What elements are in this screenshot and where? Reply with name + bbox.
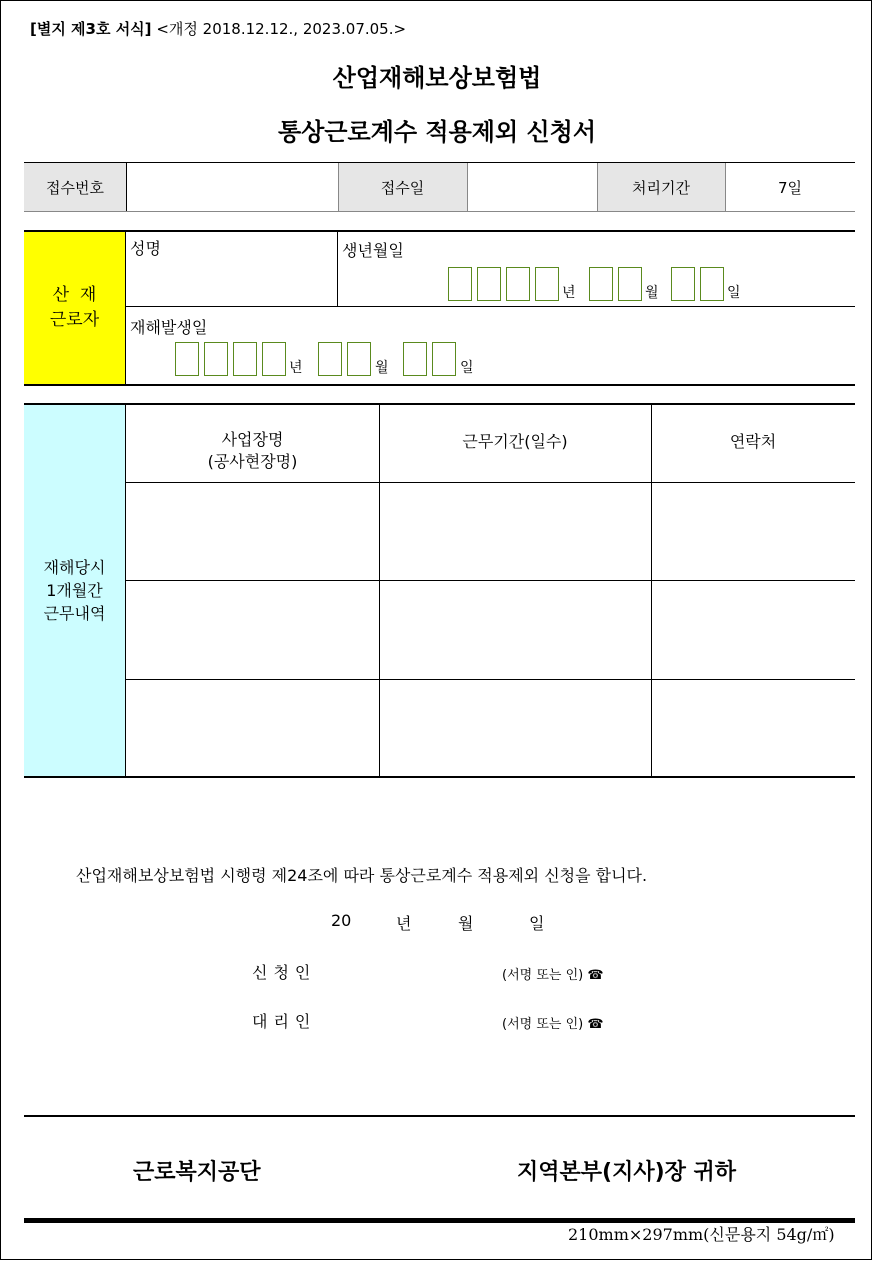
birth-year-unit: 년 xyxy=(562,285,576,301)
receipt-no-field[interactable] xyxy=(126,163,338,211)
row2-contact[interactable] xyxy=(652,581,855,679)
agent-sign-area[interactable] xyxy=(502,1013,604,1032)
processing-period-label: 처리기간 xyxy=(597,163,725,211)
accident-day-box-2[interactable] xyxy=(432,342,456,376)
form-header xyxy=(30,18,406,39)
birth-day-box-2[interactable] xyxy=(700,267,724,301)
col-header-contact: 연락처 xyxy=(729,432,777,451)
work-history-table xyxy=(24,403,855,778)
birth-day-unit: 일 xyxy=(727,285,741,301)
birth-year-box-4[interactable] xyxy=(535,267,559,301)
history-label-line3: 근무내역 xyxy=(43,604,106,623)
date-day-unit: 일 xyxy=(529,914,545,933)
row2-workplace[interactable] xyxy=(127,581,379,679)
applicant-label: 신청인 xyxy=(252,963,317,982)
birth-year-box-1[interactable] xyxy=(448,267,472,301)
agent-sign-note: (서명 또는 인) xyxy=(502,1017,584,1032)
phone-icon: ☎ xyxy=(587,1017,604,1032)
worker-label-line2: 근로자 xyxy=(49,310,100,330)
form-number: [별지 제3호 서식] xyxy=(30,20,152,38)
accident-day-box-1[interactable] xyxy=(403,342,427,376)
accident-month-unit: 월 xyxy=(375,360,389,376)
applicant-sign-area[interactable] xyxy=(502,964,604,983)
application-statement: 산업재해보상보험법 시행령 제24조에 따라 통상근로계수 적용제외 신청을 합니다. xyxy=(76,866,648,885)
processing-period-value: 7일 xyxy=(777,178,803,197)
birth-month-box-1[interactable] xyxy=(589,267,613,301)
accident-year-box-3[interactable] xyxy=(233,342,257,376)
date-year-prefix: 20 xyxy=(331,911,352,930)
receipt-date-label: 접수일 xyxy=(338,163,467,211)
col-header-workplace xyxy=(126,429,379,473)
row3-period[interactable] xyxy=(380,680,651,776)
recipient-office: 지역본부(지사)장 귀하 xyxy=(517,1160,737,1185)
birth-day-box-1[interactable] xyxy=(671,267,695,301)
date-year-unit: 년 xyxy=(396,914,412,933)
accident-year-box-2[interactable] xyxy=(204,342,228,376)
name-field[interactable] xyxy=(130,258,330,302)
row1-contact[interactable] xyxy=(652,483,855,580)
receipt-no-label: 접수번호 xyxy=(24,163,126,211)
title-law: 산업재해보상보험법 xyxy=(332,64,542,92)
col-header-period: 근무기간(일수) xyxy=(462,432,568,451)
accident-month-box-2[interactable] xyxy=(347,342,371,376)
birth-date-label: 생년월일 xyxy=(342,241,404,260)
history-label-line2: 1개월간 xyxy=(46,581,103,600)
applicant-sign-note: (서명 또는 인) xyxy=(502,968,584,983)
birth-year-box-3[interactable] xyxy=(506,267,530,301)
revision-note: <개정 2018.12.12., 2023.07.05.> xyxy=(156,20,407,38)
row3-workplace[interactable] xyxy=(127,680,379,776)
row3-contact[interactable] xyxy=(652,680,855,776)
birth-year-box-2[interactable] xyxy=(477,267,501,301)
col-workplace-line1: 사업장명 xyxy=(221,430,284,449)
recipient-org: 근로복지공단 xyxy=(133,1160,261,1185)
accident-year-box-4[interactable] xyxy=(262,342,286,376)
phone-icon: ☎ xyxy=(587,968,604,983)
birth-month-box-2[interactable] xyxy=(618,267,642,301)
row1-workplace[interactable] xyxy=(127,483,379,580)
reception-table xyxy=(24,162,855,212)
paper-spec: 210mm×297mm(신문용지 54g/㎡) xyxy=(568,1225,835,1244)
row2-period[interactable] xyxy=(380,581,651,679)
accident-date-label: 재해발생일 xyxy=(130,318,208,337)
history-label-line1: 재해당시 xyxy=(43,558,106,577)
row1-period[interactable] xyxy=(380,483,651,580)
worker-section-label xyxy=(24,232,126,384)
accident-day-unit: 일 xyxy=(460,360,474,376)
worker-table xyxy=(24,230,855,386)
date-month-unit: 월 xyxy=(458,914,474,933)
birth-month-unit: 월 xyxy=(645,285,659,301)
history-section-label xyxy=(24,405,126,776)
col-workplace-line2: (공사현장명) xyxy=(207,452,298,471)
accident-year-box-1[interactable] xyxy=(175,342,199,376)
receipt-date-field[interactable] xyxy=(467,163,597,211)
divider xyxy=(24,1115,855,1117)
agent-label: 대리인 xyxy=(252,1012,317,1031)
accident-month-box-1[interactable] xyxy=(318,342,342,376)
name-label: 성명 xyxy=(130,239,161,258)
title-form: 통상근로계수 적용제외 신청서 xyxy=(277,118,597,146)
accident-year-unit: 년 xyxy=(289,360,303,376)
worker-label-line1: 산 재 xyxy=(52,285,97,305)
